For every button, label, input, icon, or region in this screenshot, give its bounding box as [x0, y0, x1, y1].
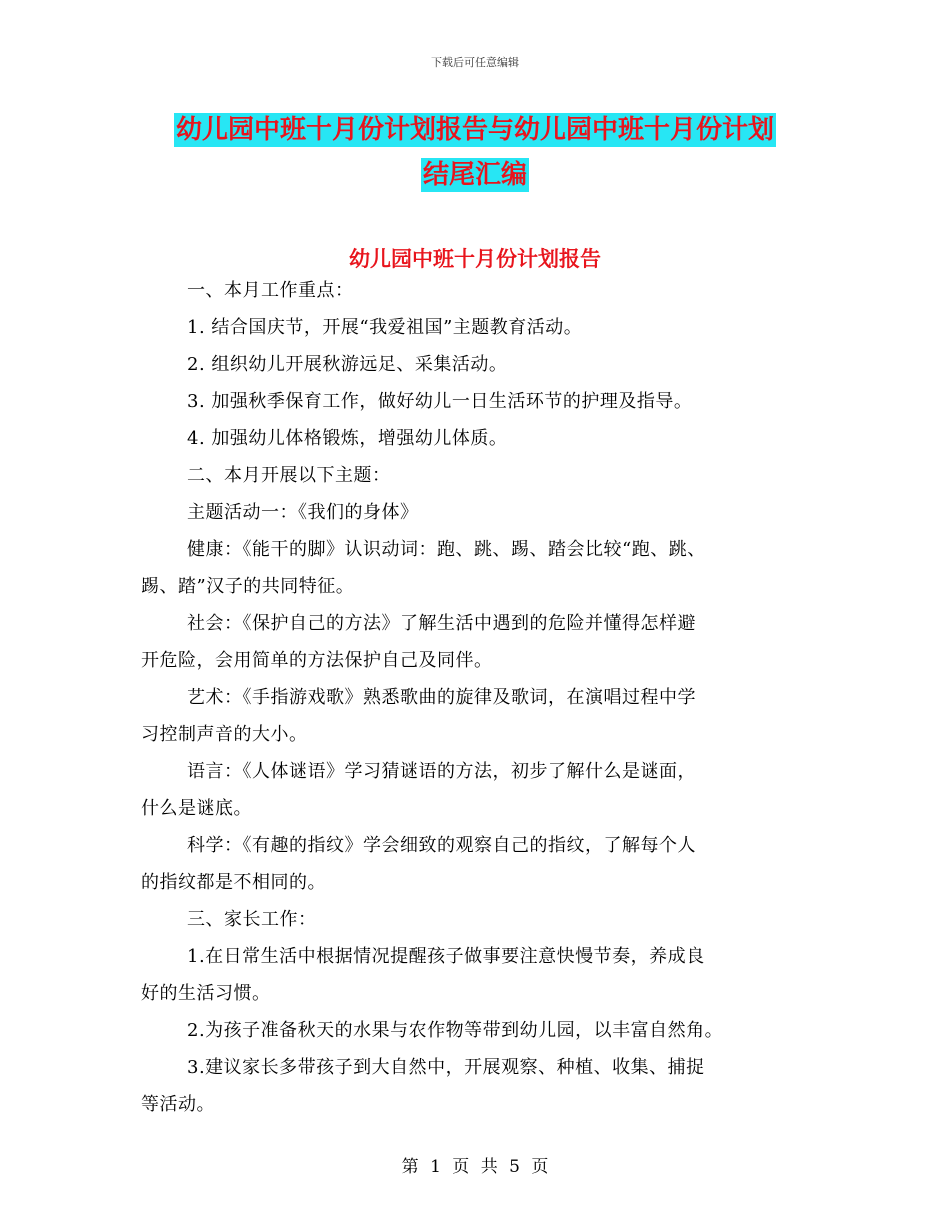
- paragraph-line: 4. 加强幼儿体格锻炼，增强幼儿体质。: [187, 428, 508, 449]
- paragraph-line: 踢、踏”汉子的共同特征。: [141, 576, 355, 597]
- section-title: 幼儿园中班十月份计划报告: [349, 247, 601, 271]
- document-title-line-1: [0, 108, 950, 152]
- heading-parent-work: 三、家长工作：: [187, 909, 317, 930]
- paragraph-line: 等活动。: [141, 1094, 215, 1115]
- paragraph-line: 开危险，会用简单的方法保护自己及同伴。: [141, 650, 493, 671]
- paragraph-line: 2. 组织幼儿开展秋游远足、采集活动。: [187, 354, 508, 375]
- paragraph-line: 主题活动一：《我们的身体》: [187, 502, 419, 523]
- paragraph-line: 社会：《保护自己的方法》了解生活中遇到的危险并懂得怎样避: [187, 613, 696, 634]
- paragraph-line: 艺术：《手指游戏歌》熟悉歌曲的旋律及歌词，在演唱过程中学: [187, 687, 696, 708]
- header-note: 下载后可任意编辑: [431, 56, 519, 69]
- paragraph-line: 1.在日常生活中根据情况提醒孩子做事要注意快慢节奏，养成良: [187, 946, 705, 967]
- document-title-line-2: [0, 153, 950, 197]
- paragraph-line: 的指纹都是不相同的。: [141, 872, 326, 893]
- paragraph-line: 3. 加强秋季保育工作，做好幼儿一日生活环节的护理及指导。: [187, 391, 693, 412]
- paragraph-line: 3.建议家长多带孩子到大自然中，开展观察、种植、收集、捕捉: [187, 1057, 705, 1078]
- heading-work-focus: 一、本月工作重点：: [187, 280, 354, 301]
- document-title-text-2: 结尾汇编: [422, 160, 527, 190]
- paragraph-line: 什么是谜底。: [141, 798, 252, 819]
- paragraph-line: 好的生活习惯。: [141, 983, 271, 1004]
- paragraph-line: 健康：《能干的脚》认识动词：跑、跳、踢、踏会比较“跑、跳、: [187, 539, 706, 560]
- document-body: [141, 272, 821, 1123]
- heading-themes: 二、本月开展以下主题：: [187, 465, 391, 486]
- paragraph-line: 2.为孩子准备秋天的水果与农作物等带到幼儿园，以丰富自然角。: [187, 1020, 724, 1041]
- paragraph-line: 1. 结合国庆节，开展“我爱祖国”主题教育活动。: [187, 317, 583, 338]
- paragraph-line: 科学：《有趣的指纹》学会细致的观察自己的指纹，了解每个人: [187, 835, 696, 856]
- document-title-text-1: 幼儿园中班十月份计划报告与幼儿园中班十月份计划: [175, 115, 774, 145]
- page-number-footer: 第 1 页 共 5 页: [401, 1157, 549, 1177]
- paragraph-line: 语言：《人体谜语》学习猜谜语的方法，初步了解什么是谜面，: [187, 761, 696, 782]
- paragraph-line: 习控制声音的大小。: [141, 724, 308, 745]
